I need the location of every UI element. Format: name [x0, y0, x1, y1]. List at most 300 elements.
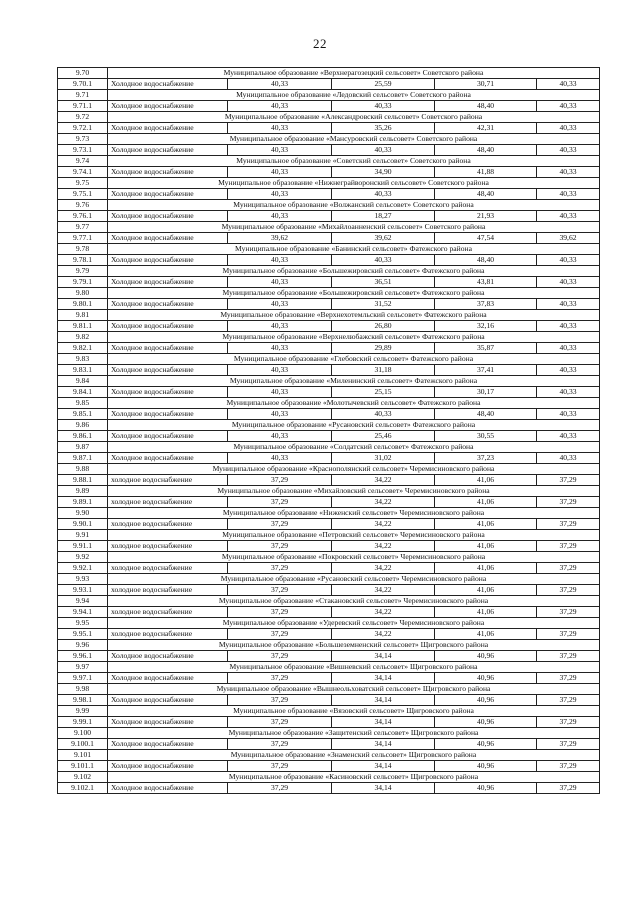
- service-name: Холодное водоснабжение: [108, 233, 228, 244]
- tariff-value-1: 40,33: [228, 145, 332, 156]
- service-name: Холодное водоснабжение: [108, 123, 228, 134]
- service-name: Холодное водоснабжение: [108, 761, 228, 772]
- municipality-name: Муниципальное образование «Большежировский сельсовет» Фатежского района: [108, 266, 600, 277]
- service-row: [58, 739, 600, 750]
- tariff-value-4: 37,29: [537, 475, 600, 486]
- service-name: холодное водоснабжение: [108, 607, 228, 618]
- tariff-value-2: 40,33: [332, 189, 435, 200]
- municipality-name: Муниципальное образование «Нижнеграйворонский сельсовет» Советского района: [108, 178, 600, 189]
- row-number: 9.88: [58, 464, 108, 475]
- tariff-value-2: 40,33: [332, 101, 435, 112]
- municipality-name: Муниципальное образование «Ниженский сельсовет» Черемисиновского района: [108, 508, 600, 519]
- service-name: Холодное водоснабжение: [108, 453, 228, 464]
- tariff-value-4: 37,29: [537, 585, 600, 596]
- service-row: [58, 255, 600, 266]
- service-row: [58, 79, 600, 90]
- tariff-value-3: 48,40: [435, 255, 537, 266]
- municipality-row: [58, 508, 600, 519]
- tariff-value-3: 40,96: [435, 783, 537, 794]
- tariff-value-3: 41,88: [435, 167, 537, 178]
- service-row: [58, 343, 600, 354]
- row-number: 9.81.1: [58, 321, 108, 332]
- tariff-value-1: 40,33: [228, 453, 332, 464]
- tariff-value-4: 40,33: [537, 321, 600, 332]
- row-number: 9.96: [58, 640, 108, 651]
- tariff-value-2: 25,15: [332, 387, 435, 398]
- municipality-row: [58, 376, 600, 387]
- service-name: Холодное водоснабжение: [108, 299, 228, 310]
- service-row: [58, 145, 600, 156]
- service-row: [58, 299, 600, 310]
- service-row: [58, 783, 600, 794]
- tariff-value-2: 34,14: [332, 651, 435, 662]
- municipality-row: [58, 596, 600, 607]
- service-name: Холодное водоснабжение: [108, 145, 228, 156]
- service-row: [58, 453, 600, 464]
- tariff-value-3: 41,06: [435, 629, 537, 640]
- row-number: 9.72.1: [58, 123, 108, 134]
- row-number: 9.102: [58, 772, 108, 783]
- tariff-value-1: 37,29: [228, 585, 332, 596]
- municipality-name: Муниципальное образование «Вязовский сельсовет» Щигровского района: [108, 706, 600, 717]
- row-number: 9.84.1: [58, 387, 108, 398]
- municipality-row: [58, 618, 600, 629]
- service-name: Холодное водоснабжение: [108, 79, 228, 90]
- municipality-name: Муниципальное образование «Большеземненский сельсовет» Щигровского района: [108, 640, 600, 651]
- tariff-value-3: 48,40: [435, 145, 537, 156]
- tariff-value-2: 40,33: [332, 409, 435, 420]
- row-number: 9.92: [58, 552, 108, 563]
- tariff-value-3: 40,96: [435, 739, 537, 750]
- tariff-value-4: 37,29: [537, 497, 600, 508]
- row-number: 9.70: [58, 68, 108, 79]
- tariff-value-1: 40,33: [228, 101, 332, 112]
- service-row: [58, 651, 600, 662]
- tariff-value-1: 40,33: [228, 189, 332, 200]
- service-name: Холодное водоснабжение: [108, 189, 228, 200]
- service-row: [58, 387, 600, 398]
- tariff-value-3: 41,06: [435, 497, 537, 508]
- tariff-value-1: 40,33: [228, 79, 332, 90]
- service-row: [58, 497, 600, 508]
- service-row: [58, 761, 600, 772]
- service-row: [58, 321, 600, 332]
- municipality-name: Муниципальное образование «Краснополянский сельсовет» Черемисиновского района: [108, 464, 600, 475]
- tariff-value-4: 40,33: [537, 387, 600, 398]
- tariff-value-1: 39,62: [228, 233, 332, 244]
- municipality-name: Муниципальное образование «Мансуровский сельсовет» Советского района: [108, 134, 600, 145]
- row-number: 9.76: [58, 200, 108, 211]
- tariff-value-2: 34,14: [332, 761, 435, 772]
- municipality-name: Муниципальное образование «Советский сельсовет» Советского района: [108, 156, 600, 167]
- tariff-value-3: 41,06: [435, 519, 537, 530]
- tariff-value-4: 37,29: [537, 651, 600, 662]
- tariff-value-1: 37,29: [228, 563, 332, 574]
- service-name: Холодное водоснабжение: [108, 321, 228, 332]
- tariff-value-4: 40,33: [537, 79, 600, 90]
- municipality-name: Муниципальное образование «Удеревский сельсовет» Черемисиновского района: [108, 618, 600, 629]
- row-number: 9.85.1: [58, 409, 108, 420]
- row-number: 9.93.1: [58, 585, 108, 596]
- service-name: Холодное водоснабжение: [108, 695, 228, 706]
- tariff-value-4: 40,33: [537, 343, 600, 354]
- row-number: 9.84: [58, 376, 108, 387]
- municipality-row: [58, 574, 600, 585]
- tariff-value-1: 37,29: [228, 497, 332, 508]
- service-name: Холодное водоснабжение: [108, 387, 228, 398]
- tariff-value-4: 37,29: [537, 761, 600, 772]
- tariff-value-4: 37,29: [537, 629, 600, 640]
- row-number: 9.70.1: [58, 79, 108, 90]
- row-number: 9.82.1: [58, 343, 108, 354]
- tariff-value-1: 40,33: [228, 431, 332, 442]
- row-number: 9.100.1: [58, 739, 108, 750]
- row-number: 9.78.1: [58, 255, 108, 266]
- row-number: 9.77.1: [58, 233, 108, 244]
- service-row: [58, 541, 600, 552]
- tariff-value-2: 34,22: [332, 519, 435, 530]
- tariff-value-4: 40,33: [537, 189, 600, 200]
- municipality-row: [58, 266, 600, 277]
- row-number: 9.102.1: [58, 783, 108, 794]
- municipality-row: [58, 310, 600, 321]
- row-number: 9.94.1: [58, 607, 108, 618]
- municipality-name: Муниципальное образование «Покровский сельсовет» Черемисиновского района: [108, 552, 600, 563]
- tariff-value-3: 48,40: [435, 189, 537, 200]
- tariff-value-4: 37,29: [537, 541, 600, 552]
- service-row: [58, 717, 600, 728]
- row-number: 9.72: [58, 112, 108, 123]
- tariff-value-4: 40,33: [537, 409, 600, 420]
- municipality-row: [58, 288, 600, 299]
- tariff-value-2: 34,22: [332, 475, 435, 486]
- service-name: Холодное водоснабжение: [108, 277, 228, 288]
- tariff-value-2: 34,14: [332, 717, 435, 728]
- tariff-value-3: 48,40: [435, 101, 537, 112]
- tariff-value-1: 40,33: [228, 211, 332, 222]
- service-name: Холодное водоснабжение: [108, 255, 228, 266]
- row-number: 9.74.1: [58, 167, 108, 178]
- service-row: [58, 123, 600, 134]
- service-name: Холодное водоснабжение: [108, 167, 228, 178]
- municipality-name: Муниципальное образование «Банинский сельсовет» Фатежского района: [108, 244, 600, 255]
- row-number: 9.95.1: [58, 629, 108, 640]
- municipality-row: [58, 68, 600, 79]
- municipality-name: Муниципальное образование «Молотычевский сельсовет» Фатежского района: [108, 398, 600, 409]
- tariff-value-3: 37,83: [435, 299, 537, 310]
- service-row: [58, 211, 600, 222]
- municipality-name: Муниципальное образование «Русановский сельсовет» Черемисиновского района: [108, 574, 600, 585]
- tariff-value-1: 40,33: [228, 321, 332, 332]
- tariff-value-2: 34,14: [332, 739, 435, 750]
- tariff-value-4: 37,29: [537, 783, 600, 794]
- municipality-name: Муниципальное образование «Верхнерагозецкий сельсовет» Советского района: [108, 68, 600, 79]
- tariff-value-2: 34,14: [332, 673, 435, 684]
- tariff-value-3: 37,41: [435, 365, 537, 376]
- row-number: 9.73.1: [58, 145, 108, 156]
- row-number: 9.82: [58, 332, 108, 343]
- tariff-value-4: 37,29: [537, 717, 600, 728]
- row-number: 9.75.1: [58, 189, 108, 200]
- municipality-name: Муниципальное образование «Вишневский сельсовет» Щигровского района: [108, 662, 600, 673]
- service-name: Холодное водоснабжение: [108, 409, 228, 420]
- service-name: Холодное водоснабжение: [108, 673, 228, 684]
- row-number: 9.76.1: [58, 211, 108, 222]
- municipality-row: [58, 706, 600, 717]
- municipality-name: Муниципальное образование «Глебовский сельсовет» Фатежского района: [108, 354, 600, 365]
- tariff-value-3: 47,54: [435, 233, 537, 244]
- row-number: 9.83: [58, 354, 108, 365]
- service-row: [58, 167, 600, 178]
- row-number: 9.89: [58, 486, 108, 497]
- tariff-value-3: 40,96: [435, 695, 537, 706]
- municipality-row: [58, 640, 600, 651]
- tariff-value-3: 35,87: [435, 343, 537, 354]
- tariff-value-2: 34,22: [332, 585, 435, 596]
- tariff-value-2: 40,33: [332, 145, 435, 156]
- service-row: [58, 607, 600, 618]
- tariff-table: [57, 67, 600, 794]
- tariff-value-1: 40,33: [228, 387, 332, 398]
- tariff-value-1: 37,29: [228, 695, 332, 706]
- service-row: [58, 585, 600, 596]
- tariff-value-2: 34,22: [332, 541, 435, 552]
- tariff-value-3: 30,17: [435, 387, 537, 398]
- row-number: 9.88.1: [58, 475, 108, 486]
- tariff-value-4: 37,29: [537, 519, 600, 530]
- tariff-value-4: 39,62: [537, 233, 600, 244]
- tariff-value-1: 40,33: [228, 123, 332, 134]
- tariff-value-3: 40,96: [435, 673, 537, 684]
- service-row: [58, 365, 600, 376]
- tariff-value-3: 37,23: [435, 453, 537, 464]
- row-number: 9.98: [58, 684, 108, 695]
- tariff-value-1: 40,33: [228, 277, 332, 288]
- row-number: 9.86: [58, 420, 108, 431]
- municipality-name: Муниципальное образование «Большежировский сельсовет» Фатежского района: [108, 288, 600, 299]
- row-number: 9.71: [58, 90, 108, 101]
- municipality-row: [58, 442, 600, 453]
- service-row: [58, 277, 600, 288]
- municipality-name: Муниципальное образование «Ледовский сельсовет» Советского района: [108, 90, 600, 101]
- service-name: холодное водоснабжение: [108, 519, 228, 530]
- row-number: 9.101: [58, 750, 108, 761]
- tariff-value-2: 34,22: [332, 563, 435, 574]
- tariff-value-2: 36,51: [332, 277, 435, 288]
- tariff-value-1: 37,29: [228, 541, 332, 552]
- tariff-value-3: 42,31: [435, 123, 537, 134]
- tariff-value-1: 37,29: [228, 739, 332, 750]
- row-number: 9.71.1: [58, 101, 108, 112]
- row-number: 9.98.1: [58, 695, 108, 706]
- tariff-value-2: 34,14: [332, 695, 435, 706]
- municipality-name: Муниципальное образование «Волжанский сельсовет» Советского района: [108, 200, 600, 211]
- service-row: [58, 189, 600, 200]
- municipality-row: [58, 728, 600, 739]
- municipality-row: [58, 684, 600, 695]
- service-name: холодное водоснабжение: [108, 629, 228, 640]
- tariff-value-2: 31,02: [332, 453, 435, 464]
- municipality-row: [58, 772, 600, 783]
- tariff-value-3: 32,16: [435, 321, 537, 332]
- tariff-value-3: 43,81: [435, 277, 537, 288]
- tariff-value-1: 40,33: [228, 365, 332, 376]
- row-number: 9.77: [58, 222, 108, 233]
- row-number: 9.95: [58, 618, 108, 629]
- tariff-value-3: 40,96: [435, 717, 537, 728]
- row-number: 9.99.1: [58, 717, 108, 728]
- municipality-name: Муниципальное образование «Верхнехотемльский сельсовет» Фатежского района: [108, 310, 600, 321]
- tariff-value-1: 37,29: [228, 629, 332, 640]
- service-name: холодное водоснабжение: [108, 585, 228, 596]
- tariff-value-1: 40,33: [228, 299, 332, 310]
- row-number: 9.85: [58, 398, 108, 409]
- municipality-name: Муниципальное образование «Вышнеольховатский сельсовет» Щигровского района: [108, 684, 600, 695]
- municipality-name: Муниципальное образование «Русановский сельсовет» Фатежского района: [108, 420, 600, 431]
- row-number: 9.91.1: [58, 541, 108, 552]
- service-name: Холодное водоснабжение: [108, 343, 228, 354]
- row-number: 9.74: [58, 156, 108, 167]
- tariff-value-4: 40,33: [537, 255, 600, 266]
- service-name: Холодное водоснабжение: [108, 101, 228, 112]
- service-row: [58, 519, 600, 530]
- tariff-value-1: 37,29: [228, 717, 332, 728]
- tariff-value-4: 37,29: [537, 673, 600, 684]
- service-name: Холодное водоснабжение: [108, 717, 228, 728]
- tariff-value-4: 40,33: [537, 167, 600, 178]
- tariff-value-3: 41,06: [435, 475, 537, 486]
- tariff-value-4: 40,33: [537, 101, 600, 112]
- municipality-row: [58, 222, 600, 233]
- row-number: 9.97.1: [58, 673, 108, 684]
- row-number: 9.92.1: [58, 563, 108, 574]
- service-name: Холодное водоснабжение: [108, 431, 228, 442]
- row-number: 9.96.1: [58, 651, 108, 662]
- municipality-row: [58, 486, 600, 497]
- tariff-value-2: 34,14: [332, 783, 435, 794]
- row-number: 9.78: [58, 244, 108, 255]
- tariff-value-3: 48,40: [435, 409, 537, 420]
- tariff-value-4: 37,29: [537, 695, 600, 706]
- tariff-value-4: 37,29: [537, 563, 600, 574]
- tariff-value-1: 37,29: [228, 783, 332, 794]
- row-number: 9.80: [58, 288, 108, 299]
- tariff-table-body: [58, 68, 600, 794]
- tariff-value-2: 31,52: [332, 299, 435, 310]
- tariff-value-3: 41,06: [435, 607, 537, 618]
- tariff-value-2: 26,80: [332, 321, 435, 332]
- tariff-value-1: 40,33: [228, 255, 332, 266]
- municipality-name: Муниципальное образование «Александровский сельсовет» Советского района: [108, 112, 600, 123]
- tariff-value-3: 41,06: [435, 541, 537, 552]
- municipality-name: Муниципальное образование «Знаменский сельсовет» Щигровского района: [108, 750, 600, 761]
- tariff-value-1: 40,33: [228, 167, 332, 178]
- tariff-value-4: 40,33: [537, 211, 600, 222]
- row-number: 9.73: [58, 134, 108, 145]
- municipality-row: [58, 530, 600, 541]
- row-number: 9.100: [58, 728, 108, 739]
- municipality-row: [58, 552, 600, 563]
- municipality-row: [58, 420, 600, 431]
- tariff-value-2: 31,18: [332, 365, 435, 376]
- tariff-value-3: 30,55: [435, 431, 537, 442]
- tariff-value-1: 37,29: [228, 673, 332, 684]
- service-name: Холодное водоснабжение: [108, 365, 228, 376]
- row-number: 9.90: [58, 508, 108, 519]
- tariff-value-4: 40,33: [537, 453, 600, 464]
- service-row: [58, 563, 600, 574]
- row-number: 9.86.1: [58, 431, 108, 442]
- tariff-value-4: 37,29: [537, 739, 600, 750]
- tariff-value-3: 30,71: [435, 79, 537, 90]
- tariff-value-2: 18,27: [332, 211, 435, 222]
- municipality-name: Муниципальное образование «Михайловский сельсовет» Черемисиновского района: [108, 486, 600, 497]
- tariff-value-2: 34,22: [332, 629, 435, 640]
- row-number: 9.81: [58, 310, 108, 321]
- municipality-row: [58, 112, 600, 123]
- tariff-value-4: 40,33: [537, 123, 600, 134]
- tariff-value-3: 40,96: [435, 651, 537, 662]
- municipality-row: [58, 332, 600, 343]
- service-row: [58, 673, 600, 684]
- tariff-value-4: 40,33: [537, 277, 600, 288]
- row-number: 9.90.1: [58, 519, 108, 530]
- row-number: 9.99: [58, 706, 108, 717]
- tariff-value-1: 37,29: [228, 761, 332, 772]
- municipality-name: Муниципальное образование «Верхнелюбажский сельсовет» Фатежского района: [108, 332, 600, 343]
- row-number: 9.79.1: [58, 277, 108, 288]
- service-row: [58, 629, 600, 640]
- tariff-value-4: 40,33: [537, 145, 600, 156]
- service-name: Холодное водоснабжение: [108, 739, 228, 750]
- row-number: 9.97: [58, 662, 108, 673]
- municipality-name: Муниципальное образование «Михайлоанненский сельсовет» Советского района: [108, 222, 600, 233]
- tariff-value-1: 37,29: [228, 519, 332, 530]
- municipality-row: [58, 90, 600, 101]
- tariff-value-1: 40,33: [228, 343, 332, 354]
- tariff-value-4: 40,33: [537, 365, 600, 376]
- service-row: [58, 233, 600, 244]
- municipality-name: Муниципальное образование «Касиновский сельсовет» Щигровского района: [108, 772, 600, 783]
- tariff-value-4: 37,29: [537, 607, 600, 618]
- tariff-value-1: 37,29: [228, 651, 332, 662]
- tariff-value-2: 34,22: [332, 607, 435, 618]
- row-number: 9.101.1: [58, 761, 108, 772]
- municipality-row: [58, 464, 600, 475]
- service-name: холодное водоснабжение: [108, 497, 228, 508]
- municipality-row: [58, 750, 600, 761]
- service-name: Холодное водоснабжение: [108, 651, 228, 662]
- tariff-value-2: 25,59: [332, 79, 435, 90]
- tariff-value-4: 40,33: [537, 431, 600, 442]
- row-number: 9.94: [58, 596, 108, 607]
- tariff-value-1: 37,29: [228, 607, 332, 618]
- service-row: [58, 431, 600, 442]
- tariff-value-1: 40,33: [228, 409, 332, 420]
- service-name: Холодное водоснабжение: [108, 211, 228, 222]
- tariff-value-3: 21,93: [435, 211, 537, 222]
- municipality-name: Муниципальное образование «Стакановский сельсовет» Черемисиновского района: [108, 596, 600, 607]
- service-name: холодное водоснабжение: [108, 475, 228, 486]
- municipality-name: Муниципальное образование «Солдатский сельсовет» Фатежского района: [108, 442, 600, 453]
- row-number: 9.83.1: [58, 365, 108, 376]
- municipality-row: [58, 156, 600, 167]
- row-number: 9.87: [58, 442, 108, 453]
- municipality-row: [58, 178, 600, 189]
- tariff-value-2: 40,33: [332, 255, 435, 266]
- row-number: 9.93: [58, 574, 108, 585]
- row-number: 9.89.1: [58, 497, 108, 508]
